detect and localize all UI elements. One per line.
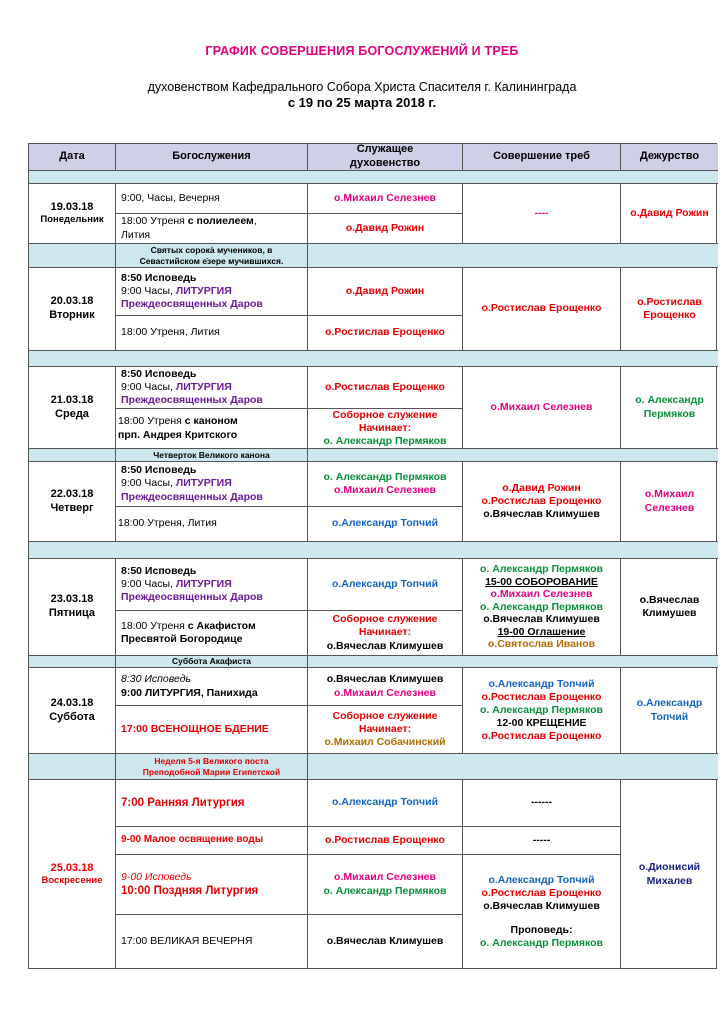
date-value: 19.03.18: [50, 200, 94, 213]
row-separator: [29, 754, 116, 780]
schedule-table: [28, 143, 717, 969]
service-text: 9:00, Часы, Вечерня: [121, 191, 220, 204]
date-cell: 25.03.18 Воскресение: [29, 780, 116, 969]
duty-cell: о.Ростислав Ерощенко: [621, 268, 718, 351]
clergy-cell: о.Ростислав Ерощенко: [308, 827, 463, 855]
page-subtitle: духовенством Кафедрального Собора Христа Спасителя г. Калининграда: [147, 80, 577, 94]
clergy-cell: о.Давид Рожин: [308, 268, 463, 316]
row-separator: [29, 656, 116, 668]
duty-cell: о.Вячеслав Климушев: [621, 559, 718, 656]
duty-cell: о.Давид Рожин: [621, 184, 718, 244]
service-cell: [116, 214, 308, 244]
service-cell: 8:50 Исповедь 9:00 Часы, ЛИТУРГИЯ Преждеосвященных Даров: [116, 462, 308, 507]
clergy-cell: о.Александр Топчий: [308, 507, 463, 542]
service-cell: 8:50 Исповедь 9:00 Часы, ЛИТУРГИЯ Преждеосвященных Даров: [116, 559, 308, 611]
treby-cell: о. Александр Пермяков 15-00 СОБОРОВАНИЕ о.Михаил Селезнев о. Александр Пермяков о.Вячеслав Климушев 19-00 Оглашение о.Святослав Иванов: [463, 559, 621, 656]
service-cell: 18:00 Утреня, Лития: [116, 316, 308, 351]
col-header-services: Богослужения: [116, 144, 308, 171]
schedule-period: с 19 по 25 марта 2018 г.: [287, 95, 437, 110]
service-cell: 18:00 Утреня с Акафистом Пресвятой Богородице: [116, 611, 308, 656]
treby-cell: о.Ростислав Ерощенко: [463, 268, 621, 351]
row-separator: [29, 171, 718, 184]
service-cell: 18:00 Утреня с каноном прп. Андрея Критского: [116, 409, 308, 449]
row-separator: [29, 542, 718, 559]
service-cell: 8:50 Исповедь 9:00 Часы, ЛИТУРГИЯ Преждеосвященных Даров: [116, 367, 308, 409]
clergy-cell: о.Вячеслав Климушев: [308, 915, 463, 969]
feast-band: Святых сорока̀ мучеников, в Севастийском е̇зере мучившихся.: [116, 244, 308, 268]
date-cell: 23.03.18 Пятница: [29, 559, 116, 656]
duty-cell: о.Дионисий Михалев: [638, 861, 701, 887]
row-separator: [308, 244, 718, 268]
col-header-clergy: Служащее духовенство: [308, 144, 463, 171]
service-cell: [116, 184, 308, 214]
service-cell: 9-00 Исповедь 10:00 Поздняя Литургия: [116, 855, 308, 915]
date-cell: 20.03.18 Вторник: [29, 268, 116, 351]
treby-cell: о.Михаил Селезнев: [463, 367, 621, 449]
clergy-cell: о.Александр Топчий: [308, 780, 463, 827]
treby-cell: ----: [463, 184, 621, 244]
clergy-cell: о.Михаил Селезнев: [308, 184, 463, 214]
row-separator: [29, 351, 718, 367]
service-cell: 9-00 Малое освящение воды: [116, 827, 308, 855]
weekday: Понедельник: [40, 214, 104, 226]
clergy-cell: о.Ростислав Ерощенко: [308, 316, 463, 351]
row-separator: [308, 754, 718, 780]
duty-cell: о.Александр Топчий: [621, 668, 718, 754]
clergy-cell: Соборное служение Начинает: о.Вячеслав Климушев: [308, 611, 463, 656]
treby-cell: ------: [463, 780, 621, 827]
feast-band: Неделя 5-я Великого поста Преподобной Марии Египетской: [116, 754, 308, 780]
clergy-cell: о. Александр Пермяков о.Михаил Селезнев: [308, 462, 463, 507]
service-cell: 17:00 ВСЕНОЩНОЕ БДЕНИЕ: [116, 706, 308, 754]
service-cell: 8:30 Исповедь 9:00 ЛИТУРГИЯ, Панихида: [116, 668, 308, 706]
treby-cell: о.Александр Топчий о.Ростислав Ерощенко о.Вячеслав Климушев Проповедь: о. Александр Пермяков: [463, 855, 621, 969]
clergy-cell: о.Вячеслав Климушев о.Михаил Селезнев: [308, 668, 463, 706]
treby-cell: -----: [463, 827, 621, 855]
service-text: 18:00 Утреня с полиелеем,: [121, 215, 257, 228]
duty-cell: о.Михаил Селезнев: [621, 462, 718, 542]
row-separator: [308, 449, 718, 462]
feast-band: Суббота Акафиста: [116, 656, 308, 668]
clergy-cell: о.Ростислав Ерощенко: [308, 367, 463, 409]
col-header-duty: Дежурство: [621, 144, 718, 171]
treby-cell: о.Давид Рожин о.Ростислав Ерощенко о.Вячеслав Климушев: [463, 462, 621, 542]
date-cell: [29, 184, 116, 244]
service-cell: 8:50 Исповедь 9:00 Часы, ЛИТУРГИЯ Преждеосвященных Даров: [116, 268, 308, 316]
page-title: ГРАФИК СОВЕРШЕНИЯ БОГОСЛУЖЕНИЙ И ТРЕБ: [205, 44, 519, 58]
col-header-date: Дата: [29, 144, 116, 171]
date-cell: 21.03.18 Среда: [29, 367, 116, 449]
date-cell: 22.03.18 Четверг: [29, 462, 116, 542]
col-header-treby: Совершение треб: [463, 144, 621, 171]
clergy-cell: о.Михаил Селезнев о. Александр Пермяков: [308, 855, 463, 915]
clergy-cell: о.Давид Рожин: [308, 214, 463, 244]
service-cell: 18:00 Утреня, Лития: [116, 507, 308, 542]
clergy-cell: Соборное служение Начинает: о. Александр Пермяков: [308, 409, 463, 449]
date-cell: 24.03.18 Суббота: [29, 668, 116, 754]
clergy-cell: Соборное служение Начинает: о.Михаил Собачинский: [308, 706, 463, 754]
row-separator: [29, 449, 116, 462]
row-separator: [308, 656, 718, 668]
service-cell: 17:00 ВЕЛИКАЯ ВЕЧЕРНЯ: [116, 915, 308, 969]
service-cell: 7:00 Ранняя Литургия: [116, 780, 308, 827]
clergy-cell: о.Александр Топчий: [308, 559, 463, 611]
service-text: Лития: [121, 228, 151, 241]
row-separator: [29, 244, 116, 268]
duty-cell: о. Александр Пермяков: [621, 367, 718, 449]
treby-cell: о.Александр Топчий о.Ростислав Ерощенко о. Александр Пермяков 12-00 КРЕЩЕНИЕ о.Ростислав Ерощенко: [463, 668, 621, 754]
feast-band: Четверток Великого канона: [116, 449, 308, 462]
